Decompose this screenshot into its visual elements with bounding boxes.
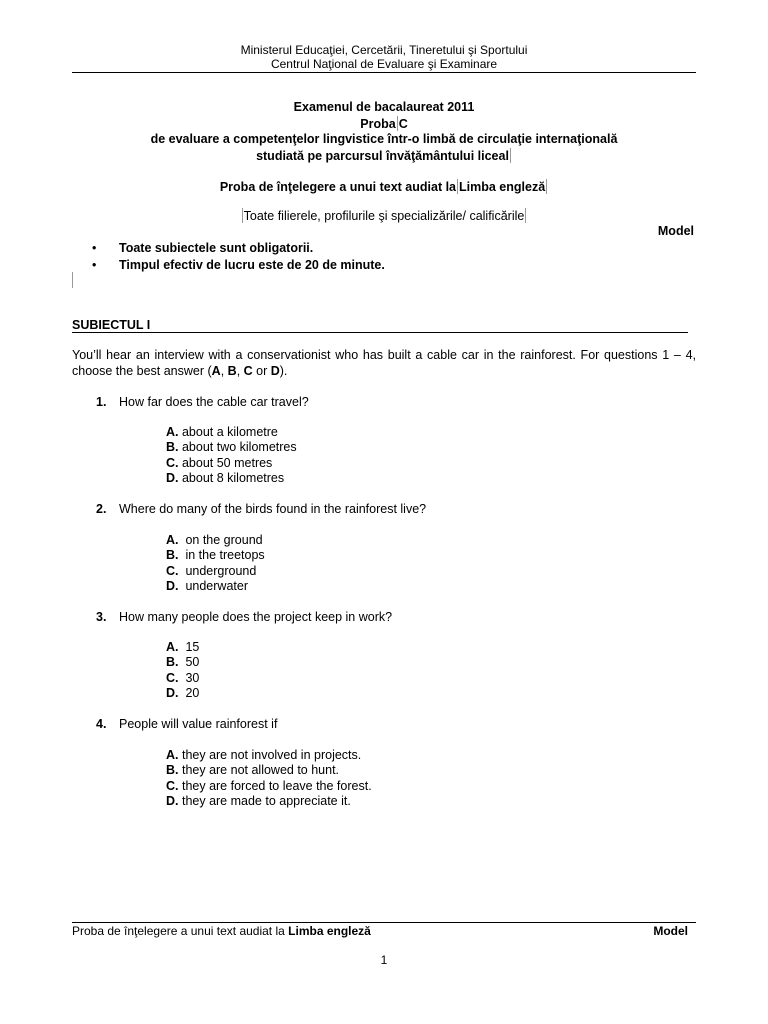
option-b <box>166 655 199 670</box>
option-a <box>166 533 265 548</box>
option-letter: D. <box>166 471 179 486</box>
footer-rule <box>72 922 696 923</box>
header-ministry: Ministerul Educaţiei, Cercetării, Tineretului şi Sportului <box>240 43 528 57</box>
option-letter: C. <box>166 778 179 793</box>
option-c <box>166 671 199 686</box>
footer-prefix: Proba de înţelegere a unui text audiat la <box>72 924 289 938</box>
option-text: about 50 metres <box>178 455 273 470</box>
option-text: underground <box>178 563 257 578</box>
header-center: Centrul Naţional de Evaluare şi Examinare <box>270 57 498 71</box>
option-text: about two kilometres <box>178 440 297 455</box>
exam-subject-prefix: Proba de înţelegere a unui text audiat la <box>219 180 457 194</box>
instructions-list <box>92 240 385 274</box>
option-letter: C. <box>166 670 179 685</box>
option-text: 50 <box>178 655 200 670</box>
option-text: on the ground <box>178 533 263 547</box>
option-d <box>166 794 372 809</box>
option-text: about a kilometre <box>178 425 278 439</box>
exam-filiere-text: Toate filierele, profilurile şi specializările/ calificările <box>243 209 525 223</box>
instruction-item: • Toate subiectele sunt obligatorii. <box>92 240 385 257</box>
option-d <box>166 686 199 701</box>
option-letter: B. <box>166 763 179 778</box>
exam-filiere <box>72 208 696 224</box>
option-d <box>166 471 297 486</box>
option-a <box>166 425 297 440</box>
exam-title: Examenul de bacalaureat 2011 <box>293 100 475 114</box>
question-3-options <box>166 640 199 702</box>
edit-mark <box>510 148 511 163</box>
option-b <box>166 440 297 455</box>
footer-left <box>72 924 371 938</box>
question-4-options <box>166 748 372 810</box>
question-number: 2. <box>96 502 107 516</box>
option-d <box>166 579 265 594</box>
option-letter: A. <box>166 425 179 439</box>
model-label: Model <box>657 224 694 238</box>
edit-mark <box>525 208 526 223</box>
section-heading: SUBIECTUL I <box>72 318 688 333</box>
option-c <box>166 779 372 794</box>
option-c <box>166 564 265 579</box>
header-rule <box>72 72 696 73</box>
intro-end: ). <box>279 363 288 378</box>
intro-sep: , <box>220 363 228 378</box>
option-text: underwater <box>178 579 248 594</box>
question-1 <box>96 395 309 410</box>
question-2 <box>96 502 426 517</box>
option-letter: B. <box>166 655 179 670</box>
intro-text: You’ll hear an interview with a conservationist who has built a cable car in the rainforest. For questions 1 – 4, choose the best answer ( <box>72 348 696 378</box>
option-letter: A. <box>166 748 179 762</box>
intro-letter-d: D <box>270 363 280 378</box>
exam-description-2-text: studiată pe parcursul învăţământului liceal <box>256 149 509 163</box>
option-text: about 8 kilometres <box>178 471 285 486</box>
option-letter: D. <box>166 686 179 701</box>
edit-mark <box>457 179 458 194</box>
question-2-options <box>166 533 265 595</box>
exam-description: de evaluare a competenţelor lingvistice într-o limbă de circulaţie internaţională <box>150 132 618 146</box>
option-text: they are not allowed to hunt. <box>178 763 340 778</box>
question-1-options <box>166 425 297 487</box>
option-text: 15 <box>178 640 200 654</box>
option-letter: A. <box>166 533 179 547</box>
option-b <box>166 763 372 778</box>
intro-letter-c: C <box>243 363 253 378</box>
edit-mark <box>397 116 398 131</box>
question-text: How far does the cable car travel? <box>119 395 309 409</box>
option-a <box>166 640 199 655</box>
edit-mark <box>546 179 547 194</box>
question-3 <box>96 610 392 625</box>
option-letter: D. <box>166 579 179 594</box>
option-text: in the treetops <box>178 548 265 563</box>
option-letter: C. <box>166 563 179 578</box>
exam-subject-language: Limba engleză <box>459 180 546 194</box>
intro-letter-a: A <box>211 363 221 378</box>
option-letter: B. <box>166 440 179 455</box>
question-number: 1. <box>96 395 107 409</box>
exam-description-2 <box>72 148 696 164</box>
question-text: People will value rainforest if <box>119 717 278 731</box>
option-letter: C. <box>166 455 179 470</box>
footer-subject: Limba engleză <box>288 924 371 938</box>
intro-letter-b: B <box>227 363 237 378</box>
intro-sep: , <box>236 363 244 378</box>
option-letter: B. <box>166 548 179 563</box>
exam-proba <box>72 116 696 132</box>
question-text: How many people does the project keep in work? <box>119 610 393 624</box>
edit-mark <box>242 208 243 223</box>
page-number: 1 <box>380 953 388 967</box>
option-letter: A. <box>166 640 179 654</box>
intro-or: or <box>252 363 271 378</box>
footer-model: Model <box>653 924 688 938</box>
option-text: they are made to appreciate it. <box>178 794 351 809</box>
question-4 <box>96 717 277 732</box>
proba-label: Proba <box>360 117 396 131</box>
option-text: they are forced to leave the forest. <box>178 778 372 793</box>
option-text: 30 <box>178 670 200 685</box>
section-intro <box>72 348 696 379</box>
option-a <box>166 748 372 763</box>
question-text: Where do many of the birds found in the rainforest live? <box>119 502 427 516</box>
option-text: they are not involved in projects. <box>178 748 362 762</box>
option-text: 20 <box>178 686 200 701</box>
option-b <box>166 548 265 563</box>
proba-letter: C <box>398 117 408 131</box>
option-c <box>166 456 297 471</box>
question-number: 4. <box>96 717 107 731</box>
question-number: 3. <box>96 610 107 624</box>
instruction-item: • Timpul efectiv de lucru este de 20 de minute. <box>92 257 385 274</box>
exam-subject <box>72 179 696 195</box>
option-letter: D. <box>166 794 179 809</box>
edit-mark <box>72 272 73 288</box>
